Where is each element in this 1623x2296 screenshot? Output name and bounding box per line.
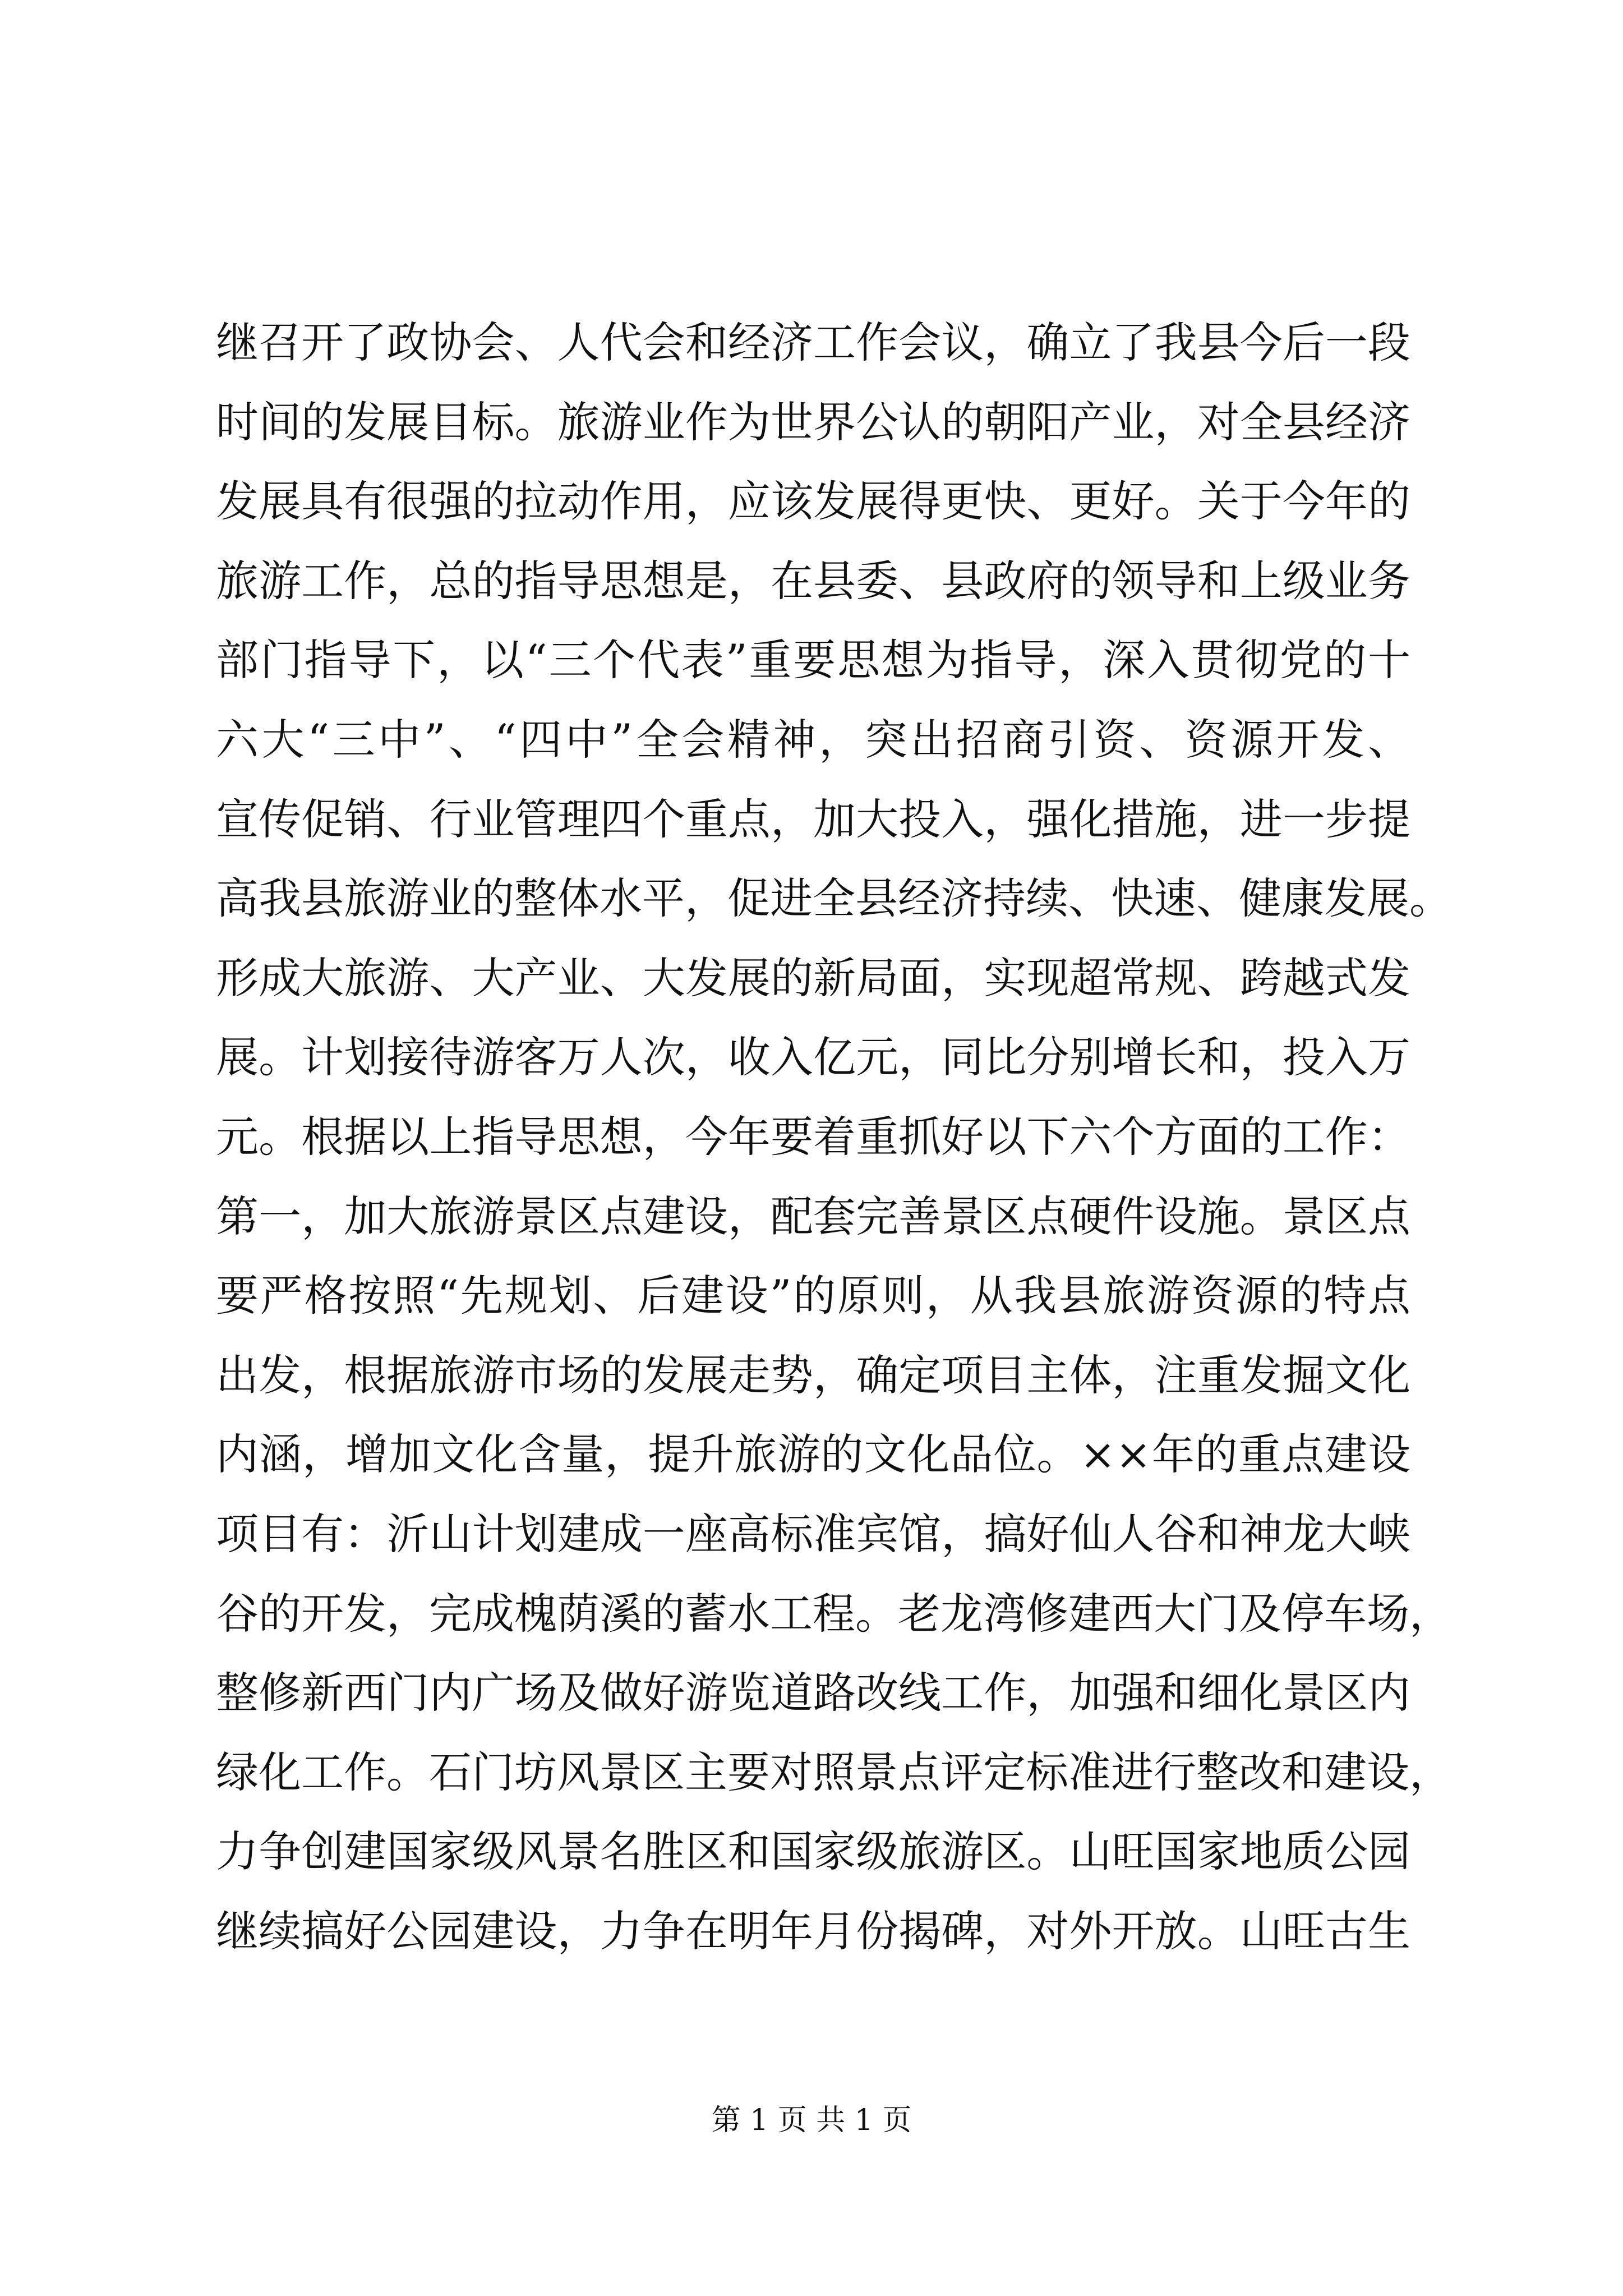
text-line: 内涵，增加文化含量，提升旅游的文化品位。××年的重点建设 <box>216 1429 1410 1480</box>
text-line: 第一，加大旅游景区点建设，配套完善景区点硬件设施。景区点 <box>216 1191 1410 1241</box>
text-line: 高我县旅游业的整体水平，促进全县经济持续、快速、健康发展。 <box>216 873 1452 924</box>
text-line: 谷的开发，完成槐荫溪的蓄水工程。老龙湾修建西大门及停车场， <box>216 1588 1452 1639</box>
text-line: 出发，根据旅游市场的发展走势，确定项目主体，注重发掘文化 <box>216 1350 1410 1400</box>
text-line: 部门指导下，以“三个代表”重要思想为指导，深入贯彻党的十 <box>216 635 1410 685</box>
text-line: 力争创建国家级风景名胜区和国家级旅游区。山旺国家地质公园 <box>216 1826 1410 1877</box>
text-line: 形成大旅游、大产业、大发展的新局面，实现超常规、跨越式发 <box>216 953 1410 1003</box>
text-line: 发展具有很强的拉动作用，应该发展得更快、更好。关于今年的 <box>216 476 1410 527</box>
text-line: 宣传促销、行业管理四个重点，加大投入，强化措施，进一步提 <box>216 794 1410 844</box>
text-line: 绿化工作。石门坊风景区主要对照景点评定标准进行整改和建设， <box>216 1747 1452 1797</box>
text-line: 要严格按照“先规划、后建设”的原则，从我县旅游资源的特点 <box>216 1271 1410 1321</box>
text-line: 旅游工作，总的指导思想是，在县委、县政府的领导和上级业务 <box>216 555 1410 606</box>
text-line: 整修新西门内广场及做好游览道路改线工作，加强和细化景区内 <box>216 1668 1410 1718</box>
page-footer: 第 1 页 共 1 页 <box>711 2104 912 2137</box>
text-line: 元。根据以上指导思想，今年要着重抓好以下六个方面的工作： <box>216 1111 1410 1162</box>
body-text <box>216 303 1452 1971</box>
text-line: 继续搞好公园建设，力争在明年月份揭碑，对外开放。山旺古生 <box>216 1906 1410 1956</box>
text-line: 项目有：沂山计划建成一座高标准宾馆，搞好仙人谷和神龙大峡 <box>216 1508 1410 1559</box>
text-line: 时间的发展目标。旅游业作为世界公认的朝阳产业，对全县经济 <box>216 397 1410 447</box>
text-line: 展。计划接待游客万人次，收入亿元，同比分别增长和，投入万 <box>216 1032 1410 1083</box>
text-line: 继召开了政协会、人代会和经济工作会议，确立了我县今后一段 <box>216 318 1410 367</box>
text-line: 六大“三中”、“四中”全会精神，突出招商引资、资源开发、 <box>216 714 1410 765</box>
